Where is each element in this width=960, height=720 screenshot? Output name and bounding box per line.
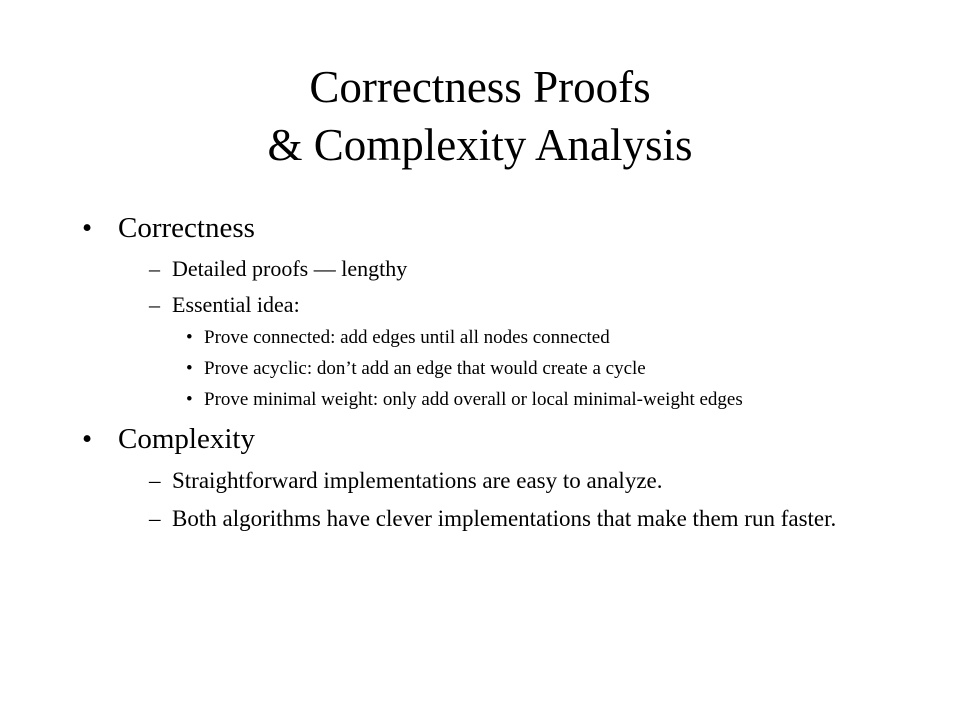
bullet-complexity: [82, 421, 912, 457]
dash-marker: –: [149, 292, 160, 317]
point-text: Prove minimal weight: only add overall or local minimal-weight edges: [204, 389, 743, 410]
slide-title: [0, 58, 960, 174]
point-prove-minimal-weight: [82, 390, 912, 410]
point-prove-acyclic: [82, 359, 912, 379]
sub-item-detailed-proofs: [112, 256, 912, 281]
title-line-1: Correctness Proofs: [309, 62, 651, 112]
sub-item-clever-implementations: [112, 505, 912, 532]
point-text: Prove connected: add edges until all nodes connected: [204, 327, 610, 348]
bullet-marker: •: [186, 389, 193, 410]
bullet-marker: •: [186, 327, 193, 348]
heading-correctness: Correctness: [118, 212, 255, 244]
sub-item-text: Both algorithms have clever implementations that make them run faster.: [172, 506, 837, 531]
sub-item-text: Detailed proofs — lengthy: [172, 256, 408, 281]
point-text: Prove acyclic: don’t add an edge that would create a cycle: [204, 358, 646, 379]
sub-item-essential-idea: [112, 292, 912, 317]
heading-complexity: Complexity: [118, 423, 255, 455]
sub-item-straightforward: [112, 467, 912, 494]
sub-item-text: Straightforward implementations are easy to analyze.: [172, 468, 663, 493]
bullet-correctness: [82, 210, 912, 246]
dash-marker: –: [149, 506, 161, 531]
point-prove-connected: [82, 328, 912, 348]
bullet-marker: •: [82, 423, 93, 455]
dash-marker: –: [149, 468, 161, 493]
dash-marker: –: [149, 256, 160, 281]
sub-item-text: Essential idea:: [172, 292, 300, 317]
bullet-marker: •: [82, 212, 93, 244]
bullet-marker: •: [186, 358, 193, 379]
slide-body: [82, 210, 912, 543]
title-line-2: & Complexity Analysis: [267, 120, 693, 170]
